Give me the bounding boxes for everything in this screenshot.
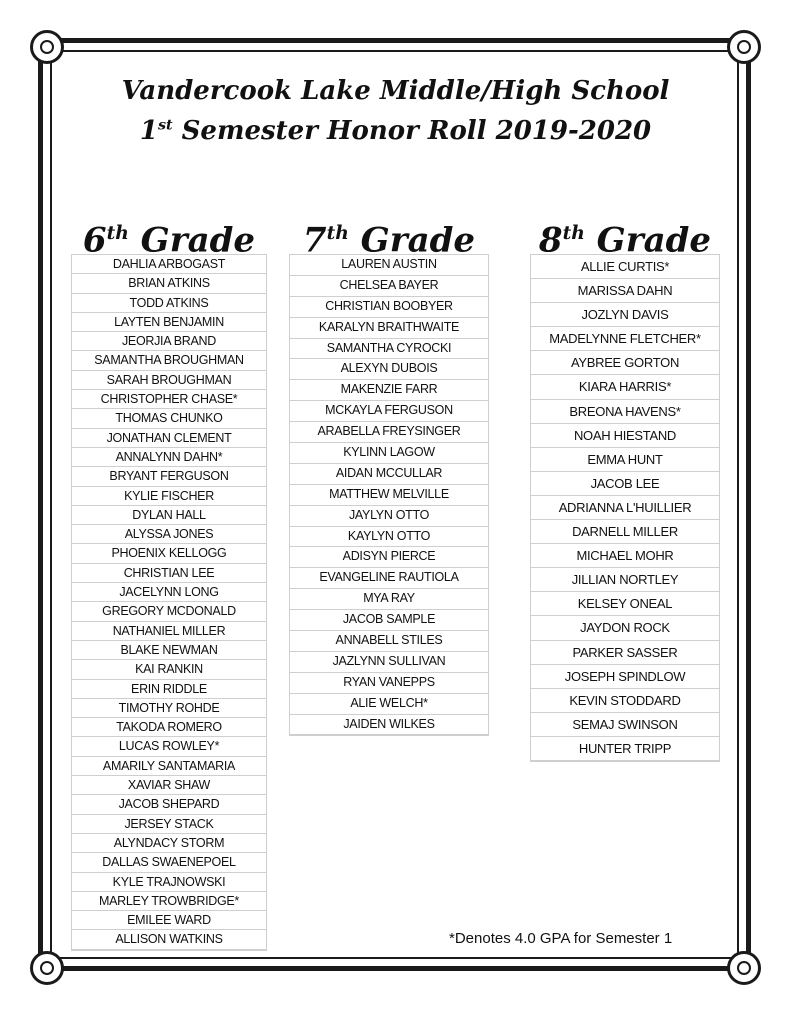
student-name: EMILEE WARD (72, 911, 266, 930)
student-name: ALEXYN DUBOIS (290, 359, 488, 380)
student-name: DARNELL MILLER (531, 520, 719, 544)
student-name: DAHLIA ARBOGAST (72, 255, 266, 274)
student-name: KYLE TRAJNOWSKI (72, 873, 266, 892)
student-name: BRYANT FERGUSON (72, 467, 266, 486)
student-name: ADRIANNA L'HUILLIER (531, 496, 719, 520)
student-name: DALLAS SWAENEPOEL (72, 853, 266, 872)
student-name: MADELYNNE FLETCHER* (531, 327, 719, 351)
student-name: SAMANTHA CYROCKI (290, 339, 488, 360)
student-name: BREONA HAVENS* (531, 400, 719, 424)
student-name: ERIN RIDDLE (72, 680, 266, 699)
student-name: JONATHAN CLEMENT (72, 429, 266, 448)
student-name: NOAH HIESTAND (531, 424, 719, 448)
corner-ornament-bottom-right (727, 951, 761, 985)
student-name: ALLISON WATKINS (72, 930, 266, 949)
student-name: CHRISTIAN LEE (72, 564, 266, 583)
student-name: ALYNDACY STORM (72, 834, 266, 853)
student-name: CHRISTIAN BOOBYER (290, 297, 488, 318)
student-name: JOZLYN DAVIS (531, 303, 719, 327)
student-name: CHELSEA BAYER (290, 276, 488, 297)
student-name: KYLINN LAGOW (290, 443, 488, 464)
student-name: JAYDON ROCK (531, 616, 719, 640)
corner-ornament-top-left (30, 30, 64, 64)
student-name: MCKAYLA FERGUSON (290, 401, 488, 422)
student-name: JACOB LEE (531, 472, 719, 496)
student-name: EMMA HUNT (531, 448, 719, 472)
grade-8-heading: 8th Grade (538, 220, 712, 261)
student-name: KYLIE FISCHER (72, 487, 266, 506)
school-title: Vandercook Lake Middle/High School (121, 76, 670, 106)
corner-ornament-top-right (727, 30, 761, 64)
student-name: THOMAS CHUNKO (72, 409, 266, 428)
student-name: GREGORY MCDONALD (72, 602, 266, 621)
student-name: MARISSA DAHN (531, 279, 719, 303)
student-name: AIDAN MCCULLAR (290, 464, 488, 485)
student-name: DYLAN HALL (72, 506, 266, 525)
student-name: MYA RAY (290, 589, 488, 610)
student-name: TAKODA ROMERO (72, 718, 266, 737)
student-name: AMARILY SANTAMARIA (72, 757, 266, 776)
student-name: JAYLYN OTTO (290, 506, 488, 527)
student-name: BRIAN ATKINS (72, 274, 266, 293)
student-name: ALLIE CURTIS* (531, 255, 719, 279)
grade-8-list (530, 254, 720, 762)
student-name: JACOB SHEPARD (72, 795, 266, 814)
student-name: KAYLYN OTTO (290, 527, 488, 548)
student-name: XAVIAR SHAW (72, 776, 266, 795)
grade-7-list (289, 254, 489, 736)
student-name: ARABELLA FREYSINGER (290, 422, 488, 443)
student-name: KIARA HARRIS* (531, 375, 719, 399)
gpa-footnote: *Denotes 4.0 GPA for Semester 1 (449, 930, 673, 947)
student-name: JAZLYNN SULLIVAN (290, 652, 488, 673)
student-name: KEVIN STODDARD (531, 689, 719, 713)
student-name: SEMAJ SWINSON (531, 713, 719, 737)
student-name: EVANGELINE RAUTIOLA (290, 568, 488, 589)
grade-8-column (530, 212, 720, 762)
student-name: HUNTER TRIPP (531, 737, 719, 761)
student-name: TIMOTHY ROHDE (72, 699, 266, 718)
honor-roll-title: 1st Semester Honor Roll 2019-2020 (139, 116, 652, 146)
student-name: ALIE WELCH* (290, 694, 488, 715)
corner-ornament-bottom-left (30, 951, 64, 985)
student-name: CHRISTOPHER CHASE* (72, 390, 266, 409)
student-name: TODD ATKINS (72, 294, 266, 313)
student-name: JEORJIA BRAND (72, 332, 266, 351)
student-name: LAYTEN BENJAMIN (72, 313, 266, 332)
grade-7-column (289, 212, 489, 736)
student-name: KELSEY ONEAL (531, 592, 719, 616)
student-name: BLAKE NEWMAN (72, 641, 266, 660)
grade-6-list (71, 254, 267, 951)
student-name: RYAN VANEPPS (290, 673, 488, 694)
student-name: AYBREE GORTON (531, 351, 719, 375)
student-name: ADISYN PIERCE (290, 547, 488, 568)
student-name: LUCAS ROWLEY* (72, 737, 266, 756)
student-name: ANNABELL STILES (290, 631, 488, 652)
student-name: ANNALYNN DAHN* (72, 448, 266, 467)
student-name: SAMANTHA BROUGHMAN (72, 351, 266, 370)
student-name: JOSEPH SPINDLOW (531, 665, 719, 689)
student-name: MARLEY TROWBRIDGE* (72, 892, 266, 911)
student-name: NATHANIEL MILLER (72, 622, 266, 641)
student-name: JACELYNN LONG (72, 583, 266, 602)
student-name: MAKENZIE FARR (290, 380, 488, 401)
student-name: JAIDEN WILKES (290, 715, 488, 736)
grade-7-heading: 7th Grade (302, 220, 476, 261)
student-name: PARKER SASSER (531, 641, 719, 665)
student-name: JERSEY STACK (72, 815, 266, 834)
student-name: KAI RANKIN (72, 660, 266, 679)
student-name: JILLIAN NORTLEY (531, 568, 719, 592)
grade-6-column (71, 212, 267, 951)
student-name: MICHAEL MOHR (531, 544, 719, 568)
grade-6-heading: 6th Grade (82, 220, 256, 261)
student-name: KARALYN BRAITHWAITE (290, 318, 488, 339)
student-name: MATTHEW MELVILLE (290, 485, 488, 506)
student-name: LAUREN AUSTIN (290, 255, 488, 276)
student-name: ALYSSA JONES (72, 525, 266, 544)
student-name: PHOENIX KELLOGG (72, 544, 266, 563)
student-name: JACOB SAMPLE (290, 610, 488, 631)
student-name: SARAH BROUGHMAN (72, 371, 266, 390)
